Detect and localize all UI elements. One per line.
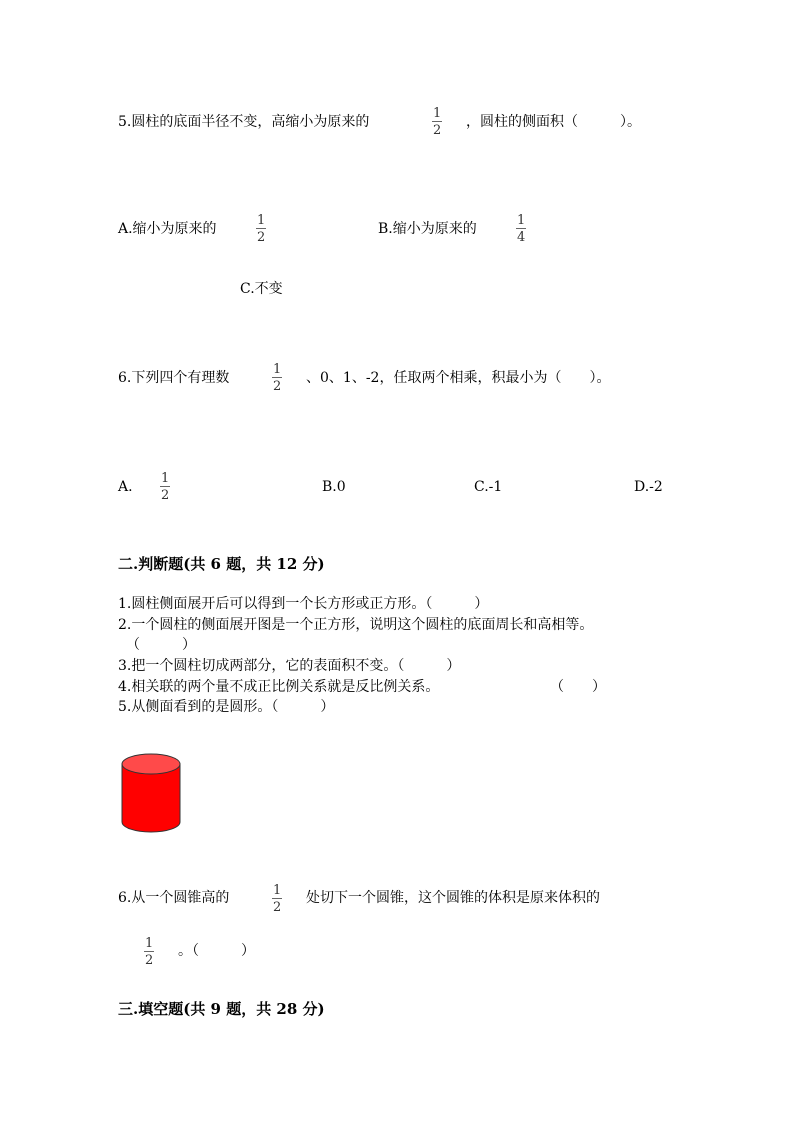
judge-item-6-text-c: 。（ ） <box>178 943 255 959</box>
judge-item-6-fraction-2 <box>144 937 154 967</box>
judge-item-6-den: 2 <box>273 900 282 915</box>
q6-option-b-label: B.0 <box>322 479 346 495</box>
q5-frac-num: 1 <box>433 106 442 121</box>
q6-option-d-label: D.-2 <box>634 479 663 495</box>
judge-item-6-num: 1 <box>273 883 282 898</box>
fraction-bar <box>272 377 282 378</box>
judge-item-6-fraction <box>272 884 282 914</box>
q5-frac-den: 2 <box>433 123 442 138</box>
q6-text-b: 、0、1、-2，任取两个相乘，积最小为（ ）。 <box>306 370 611 386</box>
q5-text-b: ，圆柱的侧面积（ ）。 <box>466 114 641 130</box>
fraction-bar <box>432 121 442 122</box>
section2-heading: 二.判断题(共 6 题，共 12 分) <box>118 555 325 573</box>
judge-item-2: 2.一个圆柱的侧面展开图是一个正方形，说明这个圆柱的底面周长和高相等。 <box>118 617 594 633</box>
q5-option-b-label: B.缩小为原来的 <box>378 221 477 237</box>
fraction-bar <box>144 951 154 952</box>
q5-option-a-fraction <box>256 214 266 244</box>
q5-option-b-den: 4 <box>517 230 526 245</box>
q6-option-a-num: 1 <box>161 471 170 486</box>
fraction-bar <box>160 486 170 487</box>
section3-heading: 三.填空题(共 9 题，共 28 分) <box>118 1000 325 1018</box>
judge-item-6-text-b: 处切下一个圆锥，这个圆锥的体积是原来体积的 <box>306 890 600 906</box>
q6-frac-num: 1 <box>273 362 282 377</box>
q6-text-a: 6.下列四个有理数 <box>118 370 230 386</box>
judge-item-4-paren: （ ） <box>550 679 606 695</box>
q5-option-b-num: 1 <box>517 213 526 228</box>
q6-option-a-label: A. <box>118 479 133 495</box>
q5-option-b-fraction <box>516 214 526 244</box>
fraction-bar <box>256 228 266 229</box>
judge-item-6-den-2: 2 <box>145 953 154 968</box>
judge-item-4: 4.相关联的两个量不成正比例关系就是反比例关系。 <box>118 679 440 695</box>
q6-option-a-fraction <box>160 472 170 502</box>
q5-option-a-den: 2 <box>257 230 266 245</box>
fraction-bar <box>516 228 526 229</box>
judge-item-6-text-a: 6.从一个圆锥高的 <box>118 890 230 906</box>
q5-fraction <box>432 107 442 137</box>
cylinder-top <box>122 754 180 774</box>
q5-option-a-num: 1 <box>257 213 266 228</box>
q5-option-a-label: A.缩小为原来的 <box>118 221 217 237</box>
cylinder-figure <box>118 750 184 836</box>
q5-text-a: 5.圆柱的底面半径不变，高缩小为原来的 <box>118 114 370 130</box>
judge-item-3: 3.把一个圆柱切成两部分，它的表面积不变。（ ） <box>118 658 461 674</box>
judge-item-6-num-2: 1 <box>145 936 154 951</box>
judge-item-5: 5.从侧面看到的是圆形。（ ） <box>118 699 335 715</box>
q6-fraction <box>272 363 282 393</box>
judge-item-1: 1.圆柱侧面展开后可以得到一个长方形或正方形。（ ） <box>118 596 489 612</box>
q5-option-c-label: C.不变 <box>240 281 283 297</box>
judge-item-2-paren: （ ） <box>126 637 196 653</box>
q6-option-c-label: C.-1 <box>474 479 503 495</box>
q6-frac-den: 2 <box>273 379 282 394</box>
q6-option-a-den: 2 <box>161 488 170 503</box>
fraction-bar <box>272 898 282 899</box>
